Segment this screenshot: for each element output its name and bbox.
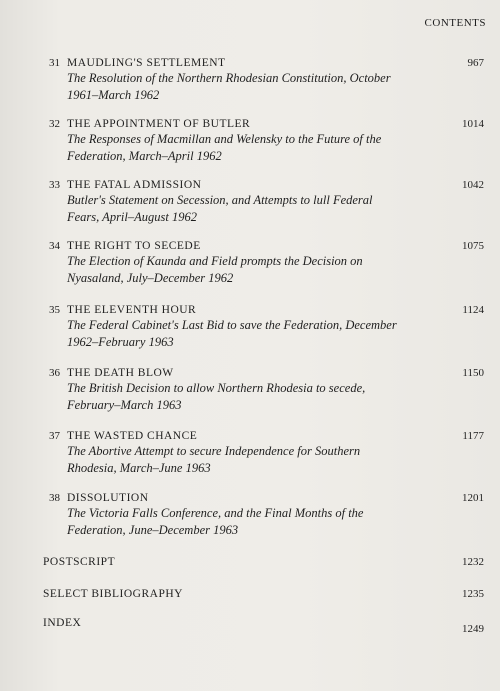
chapter-page: 967 (467, 57, 484, 69)
chapter-page: 1150 (462, 367, 484, 379)
running-head: CONTENTS (424, 17, 486, 29)
chapter-subtitle: The British Decision to allow Northern Rhodesia to secede, February–March 1963 (67, 381, 366, 412)
chapter-number: 37 (49, 430, 60, 442)
chapter-subtitle: The Election of Kaunda and Field prompts the Decision on Nyasaland, July–December 1962 (67, 254, 363, 285)
end-matter-page: 1235 (462, 588, 484, 600)
chapter-title: THE APPOINTMENT OF BUTLER (67, 118, 251, 130)
chapter-number: 38 (49, 492, 60, 504)
end-matter-page: 1232 (462, 556, 484, 568)
end-matter-title: POSTSCRIPT (43, 556, 116, 568)
chapter-subtitle: The Victoria Falls Conference, and the Final Months of the Federation, June–December 1963 (67, 506, 364, 537)
end-matter-page: 1249 (462, 623, 484, 635)
chapter-number: 36 (49, 367, 60, 379)
chapter-title: THE RIGHT TO SECEDE (67, 240, 201, 252)
chapter-title: DISSOLUTION (67, 492, 149, 504)
chapter-page: 1177 (462, 430, 484, 442)
chapter-number: 33 (49, 179, 60, 191)
chapter-subtitle: The Resolution of the Northern Rhodesian Constitution, October 1961–March 1962 (67, 71, 391, 102)
chapter-title: THE WASTED CHANCE (67, 430, 198, 442)
chapter-title: THE DEATH BLOW (67, 367, 174, 379)
end-matter-title: SELECT BIBLIOGRAPHY (43, 588, 183, 600)
end-matter-title: INDEX (43, 617, 82, 629)
chapter-title: MAUDLING'S SETTLEMENT (67, 57, 226, 69)
chapter-page: 1201 (462, 492, 484, 504)
chapter-number: 31 (49, 57, 60, 69)
chapter-page: 1075 (462, 240, 484, 252)
chapter-number: 34 (49, 240, 60, 252)
chapter-subtitle: The Responses of Macmillan and Welensky to the Future of the Federation, March–April 1962 (67, 132, 382, 163)
chapter-subtitle: The Federal Cabinet's Last Bid to save the Federation, December 1962–February 1963 (67, 318, 397, 349)
chapter-page: 1124 (462, 304, 484, 316)
chapter-subtitle: Butler's Statement on Secession, and Attempts to lull Federal Fears, April–August 1962 (67, 193, 373, 224)
chapter-page: 1014 (462, 118, 484, 130)
chapter-number: 35 (49, 304, 60, 316)
chapter-title: THE FATAL ADMISSION (67, 179, 202, 191)
chapter-number: 32 (49, 118, 60, 130)
chapter-title: THE ELEVENTH HOUR (67, 304, 197, 316)
chapter-subtitle: The Abortive Attempt to secure Independence for Southern Rhodesia, March–June 1963 (67, 444, 361, 475)
chapter-page: 1042 (462, 179, 484, 191)
